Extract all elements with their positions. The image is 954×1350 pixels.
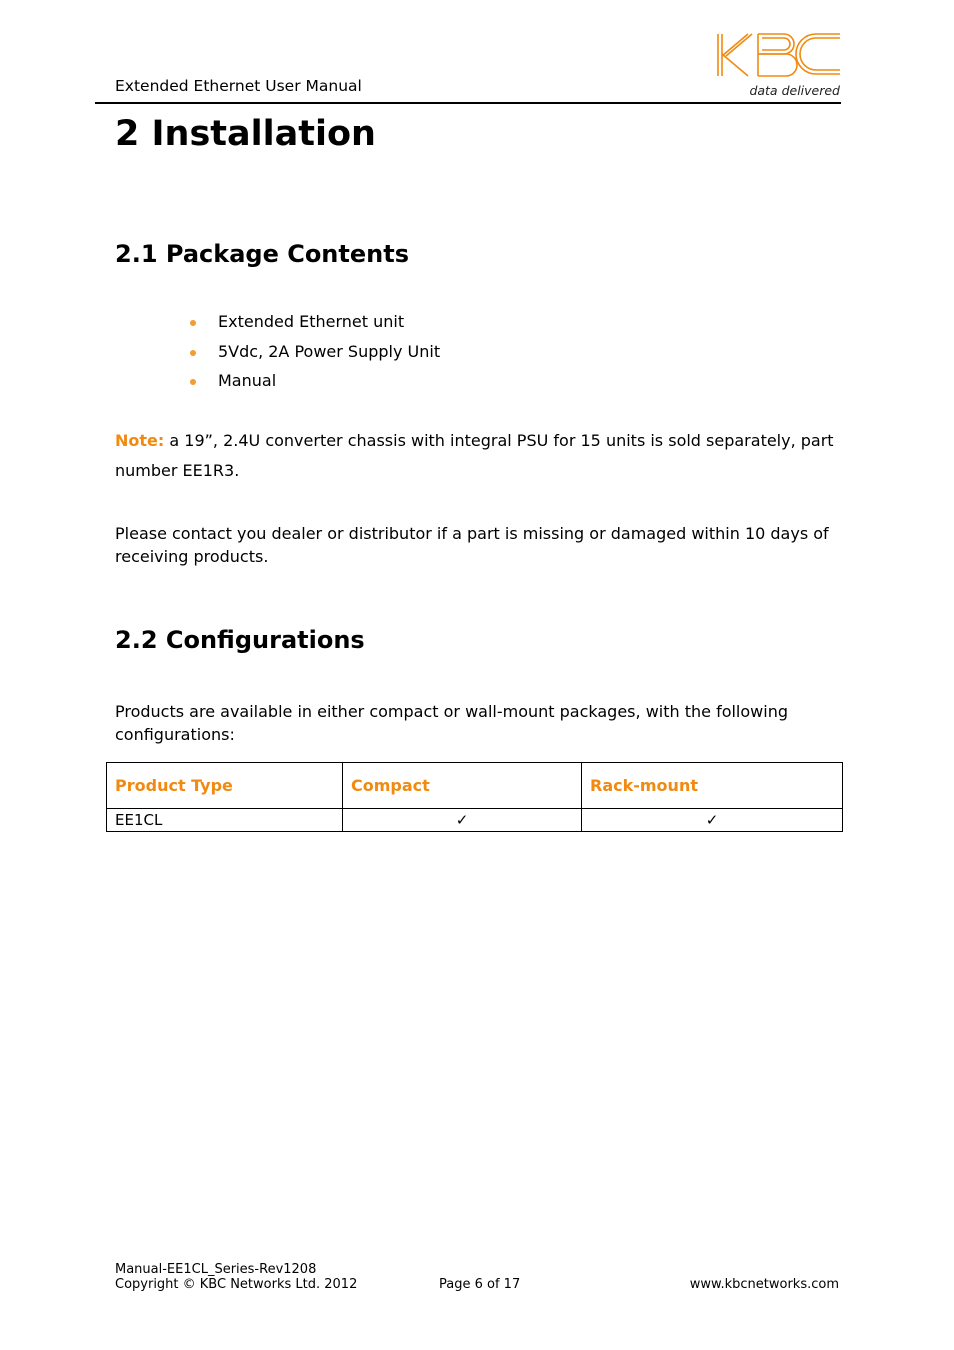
- configurations-intro: Products are available in either compact or wall-mount packages, with the following configurations:: [115, 702, 788, 744]
- note-paragraph: [115, 426, 845, 486]
- list-item: [190, 371, 440, 401]
- kbc-logo: [714, 30, 842, 80]
- note-label: Note:: [115, 431, 165, 450]
- table-row: [107, 809, 843, 832]
- list-item-label: Extended Ethernet unit: [218, 312, 405, 331]
- list-item-label: Manual: [218, 371, 277, 390]
- column-header-rack-mount: Rack-mount: [582, 763, 843, 809]
- chapter-heading: 2 Installation: [115, 114, 376, 154]
- check-icon: ✓: [343, 809, 582, 832]
- package-contents-list: [190, 312, 440, 401]
- column-header-compact: Compact: [343, 763, 582, 809]
- bullet-icon: [190, 379, 196, 385]
- footer-website: www.kbcnetworks.com: [689, 1277, 839, 1292]
- list-item: [190, 312, 440, 342]
- table-header-row: [107, 763, 843, 809]
- column-header-product-type: Product Type: [107, 763, 343, 809]
- contact-paragraph: Please contact you dealer or distributor if a part is missing or damaged within 10 days of receiving products.: [115, 524, 829, 566]
- section-heading-package-contents: 2.1 Package Contents: [115, 240, 409, 268]
- header-divider: [95, 102, 841, 104]
- footer-page-number: Page 6 of 17: [439, 1277, 521, 1292]
- bullet-icon: [190, 350, 196, 356]
- footer-doc-id: Manual-EE1CL_Series-Rev1208: [115, 1262, 317, 1277]
- footer-copyright: Copyright © KBC Networks Ltd. 2012: [115, 1277, 358, 1292]
- check-icon: ✓: [582, 809, 843, 832]
- running-header-title: Extended Ethernet User Manual: [115, 77, 362, 95]
- logo-tagline: data delivered: [749, 83, 840, 98]
- configurations-table: [106, 762, 843, 832]
- section-heading-configurations: 2.2 Configurations: [115, 626, 365, 654]
- bullet-icon: [190, 320, 196, 326]
- list-item: [190, 342, 440, 372]
- cell-product-type: EE1CL: [107, 809, 343, 832]
- list-item-label: 5Vdc, 2A Power Supply Unit: [218, 341, 441, 361]
- note-text: a 19”, 2.4U converter chassis with integral PSU for 15 units is sold separately, part number EE1R3.: [115, 431, 834, 480]
